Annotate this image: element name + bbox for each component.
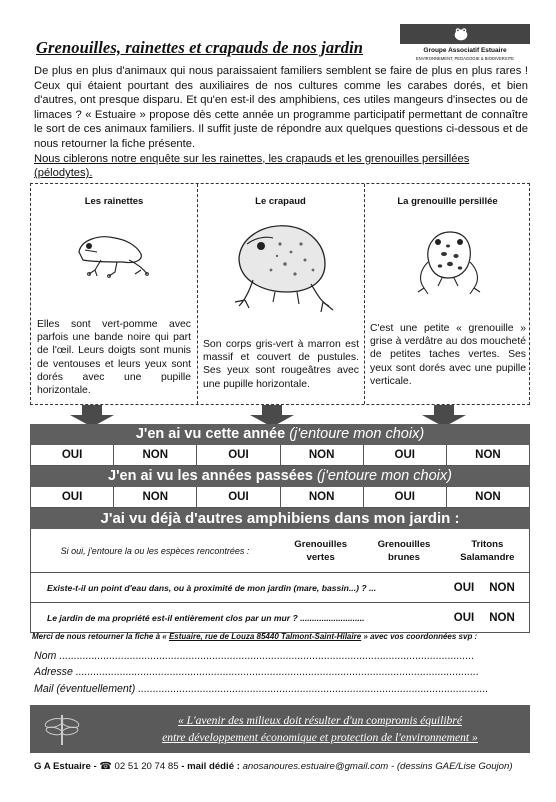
- yes-option[interactable]: OUI: [31, 487, 114, 507]
- survey-table: [30, 424, 530, 633]
- mail-field-label: Mail (éventuellement): [34, 683, 136, 695]
- no-option[interactable]: NON: [489, 581, 515, 594]
- mail-field[interactable]: Mail (éventuellement) .......................................................................................................................: [34, 683, 489, 695]
- return-prefix: Merci de nous retourner la fiche à «: [32, 632, 167, 641]
- yes-option[interactable]: OUI: [197, 487, 280, 507]
- seen-past-years-header: [30, 466, 530, 487]
- water-question-row: [30, 573, 530, 603]
- intro-paragraph: De plus en plus d'animaux qui nous paraissaient familiers semblent se faire de plus en plus rares ! Ceux qui étaient pourtant des auxiliaires de nos cultures comme les carabes dorés, et bien d'autres, ont presque disparu. Et qu'en est-il des amphibiens, ces utiles mangeurs d'insectes ou de limaces ? « Estuaire » propose dès cette année un programme participatif permettant de connaître le sort de ces animaux familiers. Il suffit juste de répondre aux quelques questions ci-dessous et de nous retourner la fiche présente.: [34, 65, 528, 150]
- return-instructions: [32, 632, 477, 641]
- band-hint: (j'entoure mon choix): [317, 468, 452, 484]
- band-label: J'en ai vu cette année: [135, 426, 286, 442]
- name-field-label: Nom: [34, 650, 57, 662]
- footer-email-link[interactable]: anosanoures.estuaire@gmail.com: [242, 761, 389, 772]
- address-field-label: Adresse: [34, 666, 73, 678]
- yes-option[interactable]: OUI: [453, 581, 475, 594]
- banner-line: entre développement économique et protection de l'environnement »: [162, 731, 478, 744]
- yes-option[interactable]: OUI: [453, 611, 475, 624]
- return-suffix: » avec vos coordonnées svp :: [363, 632, 478, 641]
- water-question: Existe-t-il un point d'eau dans, ou à proximité de mon jardin (mare, bassin...) ? ...: [47, 582, 377, 593]
- dragonfly-icon: [42, 709, 82, 749]
- return-address: Estuaire, rue de Louza 85440 Talmont-Saint-Hilaire: [168, 632, 362, 641]
- no-option[interactable]: NON: [114, 445, 197, 465]
- species-option-brown-frogs[interactable]: [362, 538, 445, 564]
- page-title: Grenouilles, rainettes et crapauds de nos jardin: [36, 38, 364, 57]
- species-option-newts[interactable]: [446, 538, 529, 564]
- address-field[interactable]: Adresse .........................................................................................................................................: [34, 666, 480, 678]
- no-option[interactable]: NON: [447, 487, 530, 507]
- no-option[interactable]: NON: [447, 445, 530, 465]
- species-description: C'est une petite « grenouille » grise à verdâtre au dos moucheté de petites taches vertes. Ses yeux sont dorés avec une pupille verticale.: [370, 323, 526, 387]
- species-name: Le crapaud: [255, 196, 306, 207]
- no-option[interactable]: NON: [281, 487, 364, 507]
- species-option-green-frogs[interactable]: [279, 538, 362, 564]
- species-description: Elles sont vert-pomme avec parfois une bande noire qui part de l'œil. Leurs doigts sont munis de ventouses et leurs yeux sont dorés avec une pupille horizontale.: [37, 319, 191, 397]
- other-species-row: [30, 529, 530, 573]
- yes-option[interactable]: OUI: [364, 445, 447, 465]
- yes-option[interactable]: OUI: [31, 445, 114, 465]
- seen-past-years-choices: [30, 487, 530, 508]
- footer-credits: - (dessins GAE/Lise Goujon): [390, 761, 513, 772]
- species-grenouille-persillee: [364, 184, 531, 404]
- species-option-line: Salamandre: [460, 551, 515, 563]
- other-species-prompt: Si oui, j'entoure la ou les espèces rencontrées :: [60, 545, 250, 556]
- no-option[interactable]: NON: [489, 611, 515, 624]
- seen-this-year-header: [30, 424, 530, 445]
- no-option[interactable]: NON: [114, 487, 197, 507]
- footer-phone: 02 51 20 74 85: [114, 761, 179, 772]
- species-option-line: Grenouilles: [377, 538, 431, 550]
- banner-line: « L'avenir des milieux doit résulter d'un compromis équilibré: [177, 714, 463, 727]
- yes-option[interactable]: OUI: [197, 445, 280, 465]
- species-option-line: Grenouilles: [294, 538, 348, 550]
- band-hint: (j'entoure mon choix): [289, 426, 425, 442]
- species-crapaud: [197, 184, 364, 404]
- banner-quote: [120, 712, 520, 746]
- species-name: La grenouille persillée: [397, 196, 498, 207]
- intro-text: [34, 64, 528, 181]
- species-option-line: brunes: [387, 551, 420, 563]
- species-name: Les rainettes: [84, 196, 144, 207]
- fence-question-row: [30, 603, 530, 633]
- species-box: [30, 183, 530, 405]
- logo-name: Groupe Associatif Estuaire: [423, 47, 507, 54]
- logo-tagline: ENVIRONNEMENT, PEDAGOGIE & BIODIVERSITE: [415, 56, 515, 61]
- fence-question: Le jardin de ma propriété est-il entièrement clos par un mur ? ...........................: [47, 612, 365, 623]
- footer: [34, 761, 513, 772]
- phone-icon: ☎: [99, 761, 112, 772]
- name-field[interactable]: Nom .............................................................................................................................................: [34, 650, 475, 662]
- band-label: J'en ai vu les années passées: [108, 468, 313, 484]
- tree-frog-drawing: [71, 220, 155, 278]
- seen-this-year-choices: [30, 445, 530, 466]
- footer-mail-label: - mail dédié :: [181, 761, 240, 772]
- toad-drawing: [225, 214, 337, 318]
- yes-option[interactable]: OUI: [364, 487, 447, 507]
- parsley-frog-drawing: [408, 218, 488, 298]
- frog-logo-icon: [452, 25, 470, 43]
- quote-banner: [30, 705, 530, 753]
- species-description: Son corps gris-vert à marron est massif et couvert de pustules. Ses yeux sont rougeâtres avec une pupille horizontale.: [203, 339, 359, 390]
- other-amphibians-header: J'ai vu déjà d'autres amphibiens dans mon jardin :: [30, 508, 530, 529]
- species-option-line: Tritons: [471, 538, 504, 550]
- species-option-line: vertes: [306, 551, 335, 563]
- no-option[interactable]: NON: [281, 445, 364, 465]
- species-rainette: [31, 184, 197, 404]
- footer-org: G A Estuaire -: [34, 761, 97, 772]
- intro-target: Nous ciblerons notre enquête sur les rainettes, les crapauds et les grenouilles persillées (pélodytes).: [34, 152, 470, 180]
- estuaire-logo: [400, 24, 530, 64]
